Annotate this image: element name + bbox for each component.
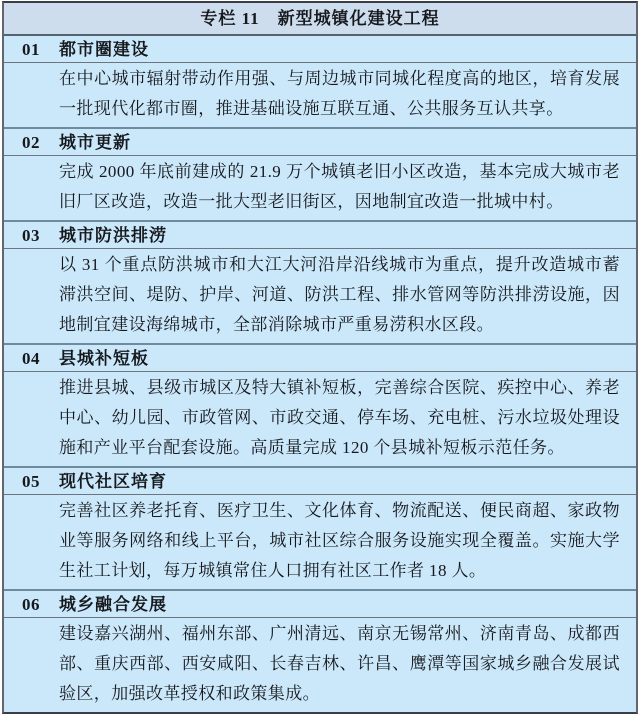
section-title: 城乡融合发展 [59,595,167,614]
section-number: 03 [22,226,40,245]
section-title: 县城补短板 [59,349,149,368]
section-title-row [4,591,636,618]
box-section [4,220,636,343]
section-title: 都市圈建设 [59,40,149,59]
section-body-text: 推进县城、县级市城区及特大镇补短板，完善综合医院、疾控中心、养老中心、幼儿园、市政管网、市政交通、停车场、充电桩、污水垃圾处理设施和产业平台配套设施。高质量完成 120 个县城补短板示范任务。 [59,378,620,457]
section-number: 06 [22,595,40,614]
section-title-row [4,468,636,495]
box-section [4,466,636,589]
box-section [4,343,636,466]
section-title: 城市更新 [59,133,131,152]
box-sections [4,36,636,712]
section-number: 04 [22,349,40,368]
section-title-row [4,36,636,63]
section-title-row [4,345,636,372]
highlight-box [2,1,638,714]
section-body-text: 以 31 个重点防洪城市和大江大河沿岸沿线城市为重点，提升改造城市蓄滞洪空间、堤防、护岸、河道、防洪工程、排水管网等防洪排涝设施，因地制宜建设海绵城市，全部消除城市严重易涝积水区段。 [59,255,620,334]
section-title-row [4,222,636,249]
section-number: 01 [22,40,40,59]
section-body-text: 建设嘉兴湖州、福州东部、广州清远、南京无锡常州、济南青岛、成都西部、重庆西部、西安咸阳、长春吉林、许昌、鹰潭等国家城乡融合发展试验区，加强改革授权和政策集成。 [59,624,620,703]
box-section [4,589,636,712]
box-title: 专栏 11 新型城镇化建设工程 [4,3,636,36]
section-title: 城市防洪排涝 [59,226,167,245]
box-section [4,127,636,220]
box-section [4,36,636,127]
section-number: 05 [22,472,40,491]
section-body-text: 在中心城市辐射带动作用强、与周边城市同城化程度高的地区，培育发展一批现代化都市圈，推进基础设施互联互通、公共服务互认共享。 [59,69,620,118]
section-title: 现代社区培育 [59,472,167,491]
section-number: 02 [22,133,40,152]
section-body-text: 完成 2000 年底前建成的 21.9 万个城镇老旧小区改造，基本完成大城市老旧厂区改造，改造一批大型老旧街区，因地制宜改造一批城中村。 [59,162,620,211]
section-body-text: 完善社区养老托育、医疗卫生、文化体育、物流配送、便民商超、家政物业等服务网络和线上平台，城市社区综合服务设施实现全覆盖。实施大学生社工计划，每万城镇常住人口拥有社区工作者 18 人。 [59,501,620,580]
section-title-row [4,129,636,156]
